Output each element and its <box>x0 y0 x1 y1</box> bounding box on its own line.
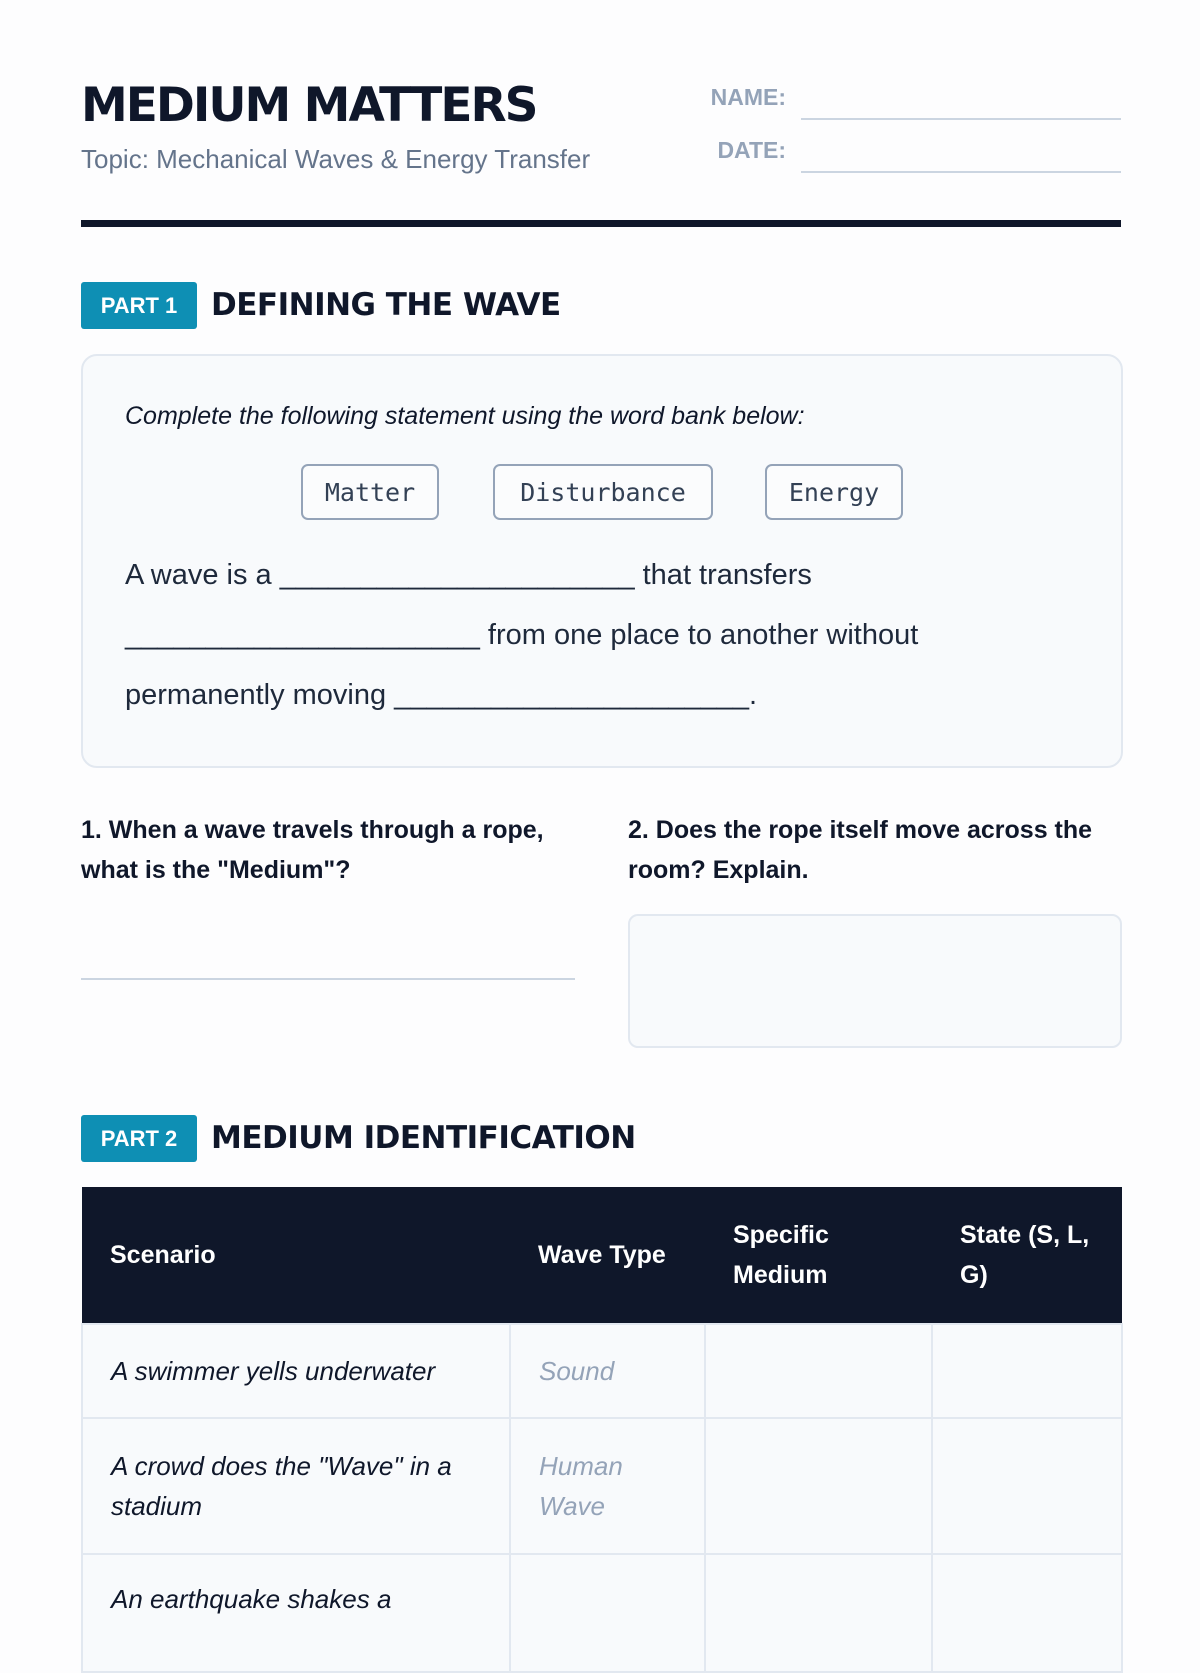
name-field-row <box>696 84 1121 124</box>
scenario-cell: A swimmer yells underwater <box>82 1324 510 1418</box>
scenario-cell: An earthquake shakes a <box>82 1554 510 1672</box>
column-header-wave-type: Wave Type <box>510 1187 705 1324</box>
word-bank-chip-matter: Matter <box>301 464 439 520</box>
statement-line-2: ______________________ from one place to another without <box>125 619 919 651</box>
date-field-row <box>696 137 1121 177</box>
table-header-row <box>82 1187 1122 1324</box>
medium-identification-table <box>81 1187 1123 1673</box>
date-input-line[interactable] <box>801 171 1121 173</box>
word-bank-chip-energy: Energy <box>765 464 903 520</box>
part1-title: DEFINING THE WAVE <box>211 287 561 323</box>
statement-line-3: permanently moving ______________________. <box>125 679 758 711</box>
wave-type-cell: Human Wave <box>510 1418 705 1554</box>
table-row <box>82 1554 1122 1672</box>
state-answer-cell[interactable] <box>932 1324 1122 1418</box>
name-label: NAME: <box>710 84 786 110</box>
column-header-specific-medium: Specific Medium <box>705 1187 932 1324</box>
state-answer-cell[interactable] <box>932 1554 1122 1672</box>
column-header-scenario: Scenario <box>82 1187 510 1324</box>
specific-medium-answer-cell[interactable] <box>705 1418 932 1554</box>
worksheet-page <box>81 0 1121 1614</box>
statement-line-1: A wave is a ______________________ that transfers <box>125 559 812 591</box>
scenario-cell: A crowd does the "Wave" in a stadium <box>82 1418 510 1554</box>
header-divider <box>81 220 1121 227</box>
fill-in-statement-box <box>81 354 1123 768</box>
part2-badge: PART 2 <box>81 1115 197 1162</box>
worksheet-title: MEDIUM MATTERS <box>81 78 537 133</box>
state-answer-cell[interactable] <box>932 1418 1122 1554</box>
question-2: 2. Does the rope itself move across the room? Explain. <box>628 816 1093 884</box>
part1-badge: PART 1 <box>81 282 197 329</box>
question-1-answer-line[interactable] <box>81 978 575 980</box>
word-bank-chip-disturbance: Disturbance <box>493 464 713 520</box>
wave-type-cell: Sound <box>510 1324 705 1418</box>
worksheet-subtitle: Topic: Mechanical Waves & Energy Transfer <box>81 144 591 174</box>
specific-medium-answer-cell[interactable] <box>705 1324 932 1418</box>
word-bank-instruction: Complete the following statement using the word bank below: <box>125 402 805 430</box>
table-row <box>82 1418 1122 1554</box>
part2-title: MEDIUM IDENTIFICATION <box>211 1120 636 1156</box>
specific-medium-answer-cell[interactable] <box>705 1554 932 1672</box>
question-2-answer-box[interactable] <box>628 914 1122 1048</box>
wave-type-cell <box>510 1554 705 1672</box>
worksheet-header <box>81 0 1121 226</box>
question-1: 1. When a wave travels through a rope, what is the "Medium"? <box>81 816 544 884</box>
date-label: DATE: <box>717 137 786 163</box>
table-row <box>82 1324 1122 1418</box>
column-header-state: State (S, L, G) <box>932 1187 1122 1324</box>
name-input-line[interactable] <box>801 118 1121 120</box>
